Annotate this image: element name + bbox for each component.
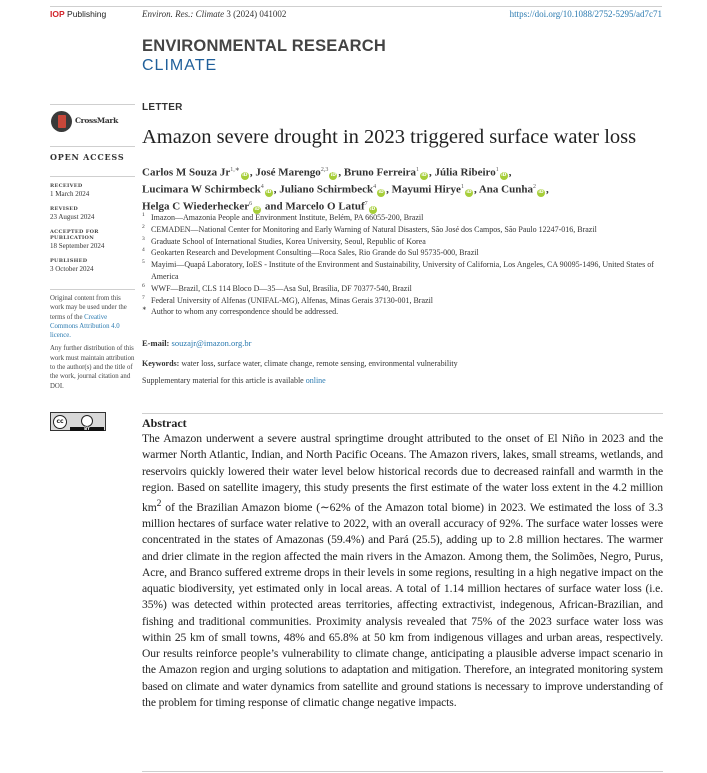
date-value: 23 August 2024 xyxy=(50,213,95,221)
author-affil-sup: 2,3 xyxy=(320,167,329,173)
author-name[interactable]: Júlia Ribeiro xyxy=(434,166,496,179)
affiliation-text: WWF—Brazil, CLS 114 Bloco D—35—Asa Sul, Brasília, DF 70377-540, Brazil xyxy=(151,283,412,293)
affiliation-item xyxy=(142,295,663,307)
header-rule xyxy=(50,6,662,7)
author-name[interactable]: Juliano Schirmbeck xyxy=(279,183,374,196)
publisher-iop: IOP xyxy=(50,9,65,19)
author-affil-sup: 6 xyxy=(249,201,253,208)
affiliation-number: 7 xyxy=(142,294,145,301)
publisher-publishing: Publishing xyxy=(67,9,107,19)
keywords-line xyxy=(142,359,458,368)
email-label: E-mail: xyxy=(142,338,170,348)
author-name[interactable]: José Marengo xyxy=(255,166,321,179)
author-affil-sup: 1 xyxy=(460,184,464,191)
date-received xyxy=(50,183,135,198)
orcid-icon[interactable]: iD xyxy=(538,189,544,195)
date-value: 18 September 2024 xyxy=(50,242,105,250)
abstract-bottom-rule xyxy=(142,771,663,772)
affiliation-item xyxy=(142,259,663,283)
affiliation-text: Author to whom any correspondence should be addressed. xyxy=(151,307,339,317)
date-revised xyxy=(50,206,135,221)
authors-and: and xyxy=(264,200,283,213)
sidebar-rule xyxy=(50,176,135,177)
affiliation-number: 1 xyxy=(142,212,145,218)
affiliation-number: 3 xyxy=(142,235,145,242)
masthead-line-1: ENVIRONMENTAL RESEARCH xyxy=(142,37,386,55)
orcid-icon[interactable]: iD xyxy=(266,189,272,195)
date-published xyxy=(50,258,135,273)
sidebar-rule xyxy=(50,289,135,290)
affiliation-text: Graduate School of International Studies, Korea University, Seoul, Republic of Korea xyxy=(151,236,426,246)
affiliation-item xyxy=(142,224,663,236)
date-accepted xyxy=(50,229,135,250)
author-affil-sup: 1 xyxy=(495,167,499,173)
date-value: 3 October 2024 xyxy=(50,265,94,273)
cc-by-badge[interactable] xyxy=(50,412,106,431)
supplementary-link[interactable]: online xyxy=(305,376,326,385)
publication-dates xyxy=(50,183,135,281)
affiliation-item xyxy=(142,212,663,224)
orcid-icon[interactable]: iD xyxy=(330,172,336,178)
author-affil-sup: 1,∗ xyxy=(230,167,240,173)
orcid-icon[interactable]: iD xyxy=(254,206,260,212)
date-value: 1 March 2024 xyxy=(50,190,90,198)
orcid-icon[interactable]: iD xyxy=(369,206,376,212)
crossmark-badge[interactable] xyxy=(50,110,135,132)
affiliation-number: 2 xyxy=(142,223,145,230)
date-label: PUBLISHED xyxy=(50,258,88,264)
license-paragraph-1 xyxy=(50,294,136,340)
sidebar-rule xyxy=(50,146,135,147)
cc-by-label: BY xyxy=(84,426,90,431)
license-text-1: Original content from this work may be used under the terms of the xyxy=(50,295,127,321)
author-affil-sup: 2 xyxy=(532,184,536,191)
keywords-label: Keywords: xyxy=(142,359,180,368)
date-label: REVISED xyxy=(50,206,79,212)
abstract-top-rule xyxy=(142,413,663,414)
correspondence-email xyxy=(142,338,251,348)
affiliation-item xyxy=(142,306,663,318)
article-type: LETTER xyxy=(142,102,183,113)
supplementary-line xyxy=(142,376,326,385)
affiliation-text: Imazon—Amazonia People and Environment Institute, Belém, PA 66055-200, Brazil xyxy=(151,213,424,222)
author-affil-sup: 7 xyxy=(364,201,368,208)
affiliation-item xyxy=(142,236,663,248)
crossmark-label: CrossMark xyxy=(75,116,118,125)
affiliation-item xyxy=(142,247,663,259)
author-name[interactable]: Ana Cunha xyxy=(478,183,533,196)
date-label: RECEIVED xyxy=(50,183,83,189)
license-text-2: Any further distribution of this work must maintain attribution to the author(s) and the title of the work, journal citation and DOI. xyxy=(50,345,135,390)
author-name[interactable]: Lucimara W Schirmbeck xyxy=(142,183,261,196)
author-list: Carlos M Souza $Jr^{1,∗}iD$ , José Marengo$^{2,3}$iD , Bruno Ferreira$^1$iD , Júlia Ribeiro$^1$iD , Lucimara W Schirmbeck$^4$iD , Juliano Schirmbeck$^4$iD , Mayumi Hirye$^1$iD , Ana Cunha$^2$iD , Helga C Wiederhecker$^6$iD and Marcelo O Latuf$^7$iD xyxy=(142,166,549,213)
crossmark-icon xyxy=(51,111,72,132)
affiliation-text: Federal University of Alfenas (UNIFAL-MG), Alfenas, Minas Gerais 37130-001, Brazil xyxy=(151,295,434,305)
affiliation-item xyxy=(142,283,663,295)
author-affil-sup: 4 xyxy=(373,184,377,191)
doi-link[interactable]: https://doi.org/10.1088/2752-5295/ad7c71 xyxy=(509,9,662,19)
abstract-heading: Abstract xyxy=(142,416,187,430)
orcid-icon[interactable]: iD xyxy=(501,172,507,178)
masthead-line-2: CLIMATE xyxy=(142,57,218,74)
journal-name: Environ. Res.: Climate xyxy=(142,9,225,19)
abstract-superscript: 2 xyxy=(156,498,162,509)
cc-icon: cc xyxy=(53,415,67,429)
running-header xyxy=(50,9,662,23)
email-link[interactable]: souzajr@imazon.org.br xyxy=(171,338,252,348)
orcid-icon[interactable]: iD xyxy=(466,189,472,195)
author-name[interactable]: Carlos M Souza Jr xyxy=(142,166,231,179)
abstract-body xyxy=(142,431,663,711)
affiliation-number: 5 xyxy=(142,259,145,266)
orcid-icon[interactable]: iD xyxy=(378,189,384,195)
author-name[interactable]: Bruno Ferreira xyxy=(343,166,417,179)
abstract-text-1: The Amazon underwent a severe austral springtime drought attributed to the onset of El Niño in 2023 and the warmer North Atlantic, Indian, and North Pacific Oceans. The Amazon rivers, lakes, small streams, wetlands, and reservoirs quickly lowered their water level below historical records due to decreased rainfall and warmth in the region. Based on satellite imagery, this study presents the first estimate of the water loss extent in the 4.2 million km xyxy=(142,432,663,514)
affiliation-list xyxy=(142,212,663,318)
cc-license-link[interactable]: Creative Commons Attribution 4.0 licence. xyxy=(50,313,120,340)
author-name[interactable]: Mayumi Hirye xyxy=(391,183,461,196)
author-name[interactable]: Marcelo O Latuf xyxy=(285,200,365,213)
orcid-icon[interactable]: iD xyxy=(421,172,427,178)
orcid-icon[interactable]: iD xyxy=(242,172,248,178)
journal-citation xyxy=(142,9,286,19)
affiliation-text: Geokarten Research and Development Consulting—Roca Sales, Rio Grande do Sul 95735-000, Brazil xyxy=(151,248,479,258)
open-access-label: OPEN ACCESS xyxy=(50,152,125,162)
author-affil-sup: 4 xyxy=(260,184,264,191)
affiliation-text: CEMADEN—National Center for Monitoring and Early Warning of Natural Disasters, São José dos Campos, São Paulo 12247-016, Brazil xyxy=(151,224,597,234)
author-affil-sup: 1 xyxy=(416,167,420,173)
affiliation-number: ∗ xyxy=(142,306,147,313)
journal-volume: 3 (2024) 041002 xyxy=(226,9,287,19)
keywords-text: water loss, surface water, climate change, remote sensing, environmental vulnerability xyxy=(181,359,458,368)
publisher-logo[interactable] xyxy=(50,9,106,19)
supplementary-text: Supplementary material for this article is available xyxy=(142,376,304,385)
affiliation-number: 6 xyxy=(142,282,145,289)
abstract-text-2: of the Brazilian Amazon biome (∼62% of the Amazon total biome) in 2023. We estimated the loss of 3.3 million hectares of surface water relative to 2022, with an overall accuracy of 92%. The surface water losses were concentrated in the states of Amazonas (59.4%) and Pará (25.5), adding up to 2.8 million hectares. The warmer and drier climate in the region affected the main rivers in the Amazon. Among them, the Solimões, Negro, Purus, Acre, and Branco suffered extreme drops in their levels in some regions, resulting in a high negative impact on the aquatic biodiversity, yet estimated only in local areas. A total of 1.14 million hectares of surface water loss (i.e. 35%) was detected within protected areas territories, affecting extractivist, indegenous, African-Brazilian, and fishing and traditional communities. Proximity analysis revealed that 75% of the 2023 surface water loss was within 25 km of small towns, 48% and 65.8% at 50 km from indigenous villages and urban areas, respectively. Our results reinforce people’s vulnerability to climate change, anticipating a plausible adverse impact scenario in the Amazon region and urging solutions to adaptation and mitigation. Therefore, an integrated monitoring system based on climate and water dynamics from satellite and ground stations is necessary to improve understanding of the problem for timing response of climatic change negative impacts. xyxy=(142,500,663,709)
license-notice xyxy=(50,294,136,391)
affiliation-number: 4 xyxy=(142,247,145,254)
date-label: ACCEPTED FOR PUBLICATION xyxy=(50,229,99,241)
author-name[interactable]: Helga C Wiederhecker xyxy=(142,200,250,213)
sidebar-rule xyxy=(50,104,135,105)
journal-masthead xyxy=(142,37,386,75)
article-title: Amazon severe drought in 2023 triggered surface water loss xyxy=(142,126,637,148)
affiliation-text: Mayimi—Quapá Laboratory, IoES - Institute of the Environment and Sustainability, University of California, Los Angeles, CA 90095-1496, United States of America xyxy=(151,260,654,281)
